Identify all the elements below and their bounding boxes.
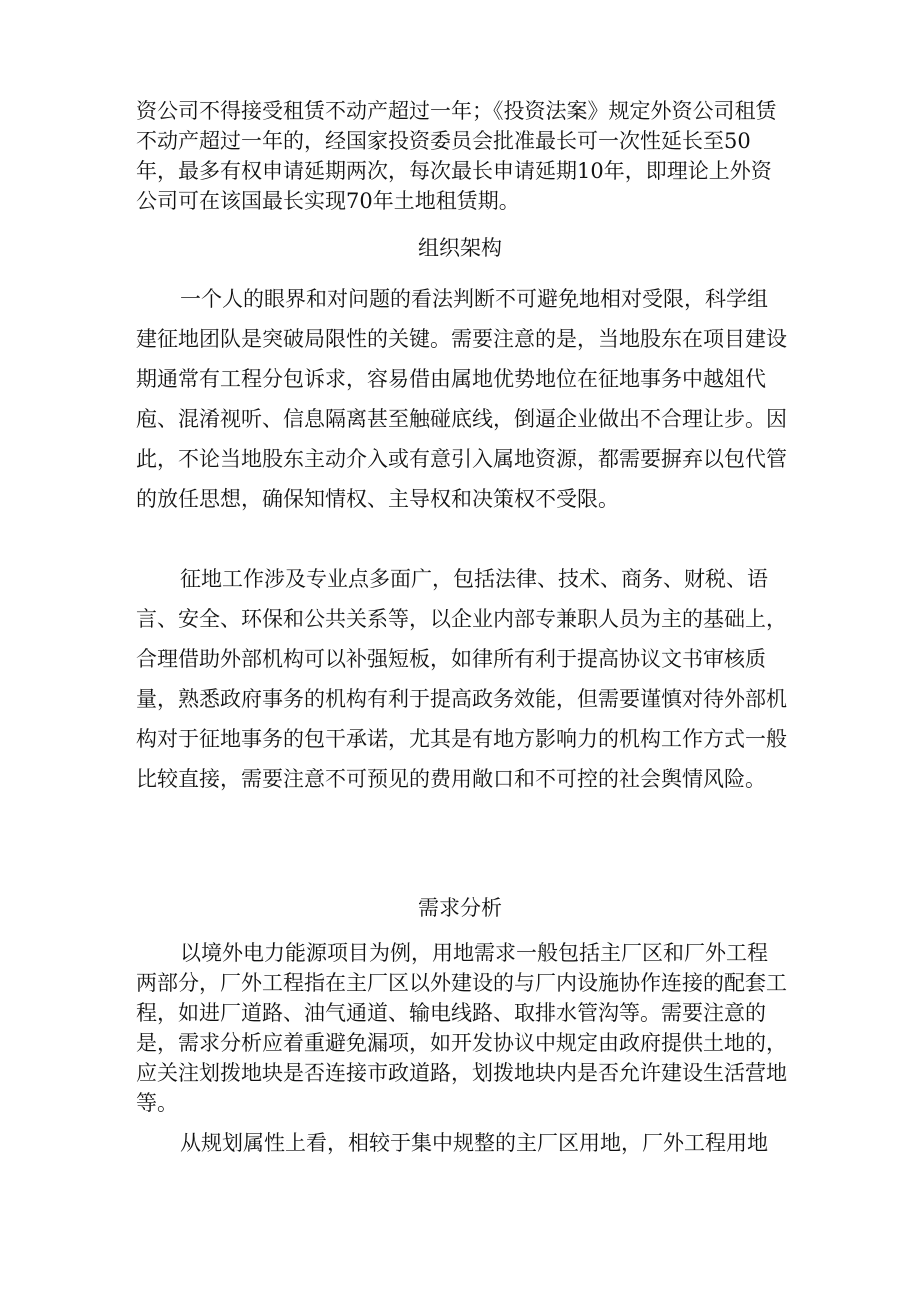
- section-heading-demand-analysis: 需求分析: [418, 896, 502, 920]
- paragraph-team-building: 一个人的眼界和对问题的看法判断不可避免地相对受限，科学组建征地团队是突破局限性的关键。需要注意的是，当地股东在项目建设期通常有工程分包诉求，容易借由属地优势地位在征地事务中越俎代庖、混淆视听、信息隔离甚至触碰底线，倒逼企业做出不合理让步。因此，不论当地股东主动介入或有意引入属地资源，都需要摒弃以包代管的放任思想，确保知情权、主导权和决策权不受限。: [136, 287, 787, 511]
- paragraph-lease-terms: 资公司不得接受租赁不动产超过一年；《投资法案》规定外资公司租赁不动产超过一年的，经国家投资委员会批准最长可一次性延长至50年，最多有权申请延期两次，每次最长申请延期10年，即理论上外资公司可在该国最长实现70年土地租赁期。: [136, 99, 777, 213]
- paragraph-external-agencies: 征地工作涉及专业点多面广，包括法律、技术、商务、财税、语言、安全、环保和公共关系等，以企业内部专兼职人员为主的基础上，合理借助外部机构可以补强短板，如律所有利于提高协议文书审核质量，熟悉政府事务的机构有利于提高政务效能，但需要谨慎对待外部机构对于征地事务的包干承诺，尤其是有地方影响力的机构工作方式一般比较直接，需要注意不可预见的费用敞口和不可控的社会舆情风险。: [136, 567, 787, 791]
- paragraph-land-demand: 以境外电力能源项目为例，用地需求一般包括主厂区和厂外工程两部分，厂外工程指在主厂区以外建设的与厂内设施协作连接的配套工程，如进厂道路、油气通道、输电线路、取排水管沟等。需要注意的是，需求分析应着重避免漏项，如开发协议中规定由政府提供土地的，应关注划拨地块是否连接市政道路，划拨地块内是否允许建设生活营地等。: [136, 941, 787, 1115]
- section-heading-organization: 组织架构: [418, 236, 502, 260]
- paragraph-planning-attributes: 从规划属性上看，相较于集中规整的主厂区用地，厂外工程用地: [180, 1131, 768, 1155]
